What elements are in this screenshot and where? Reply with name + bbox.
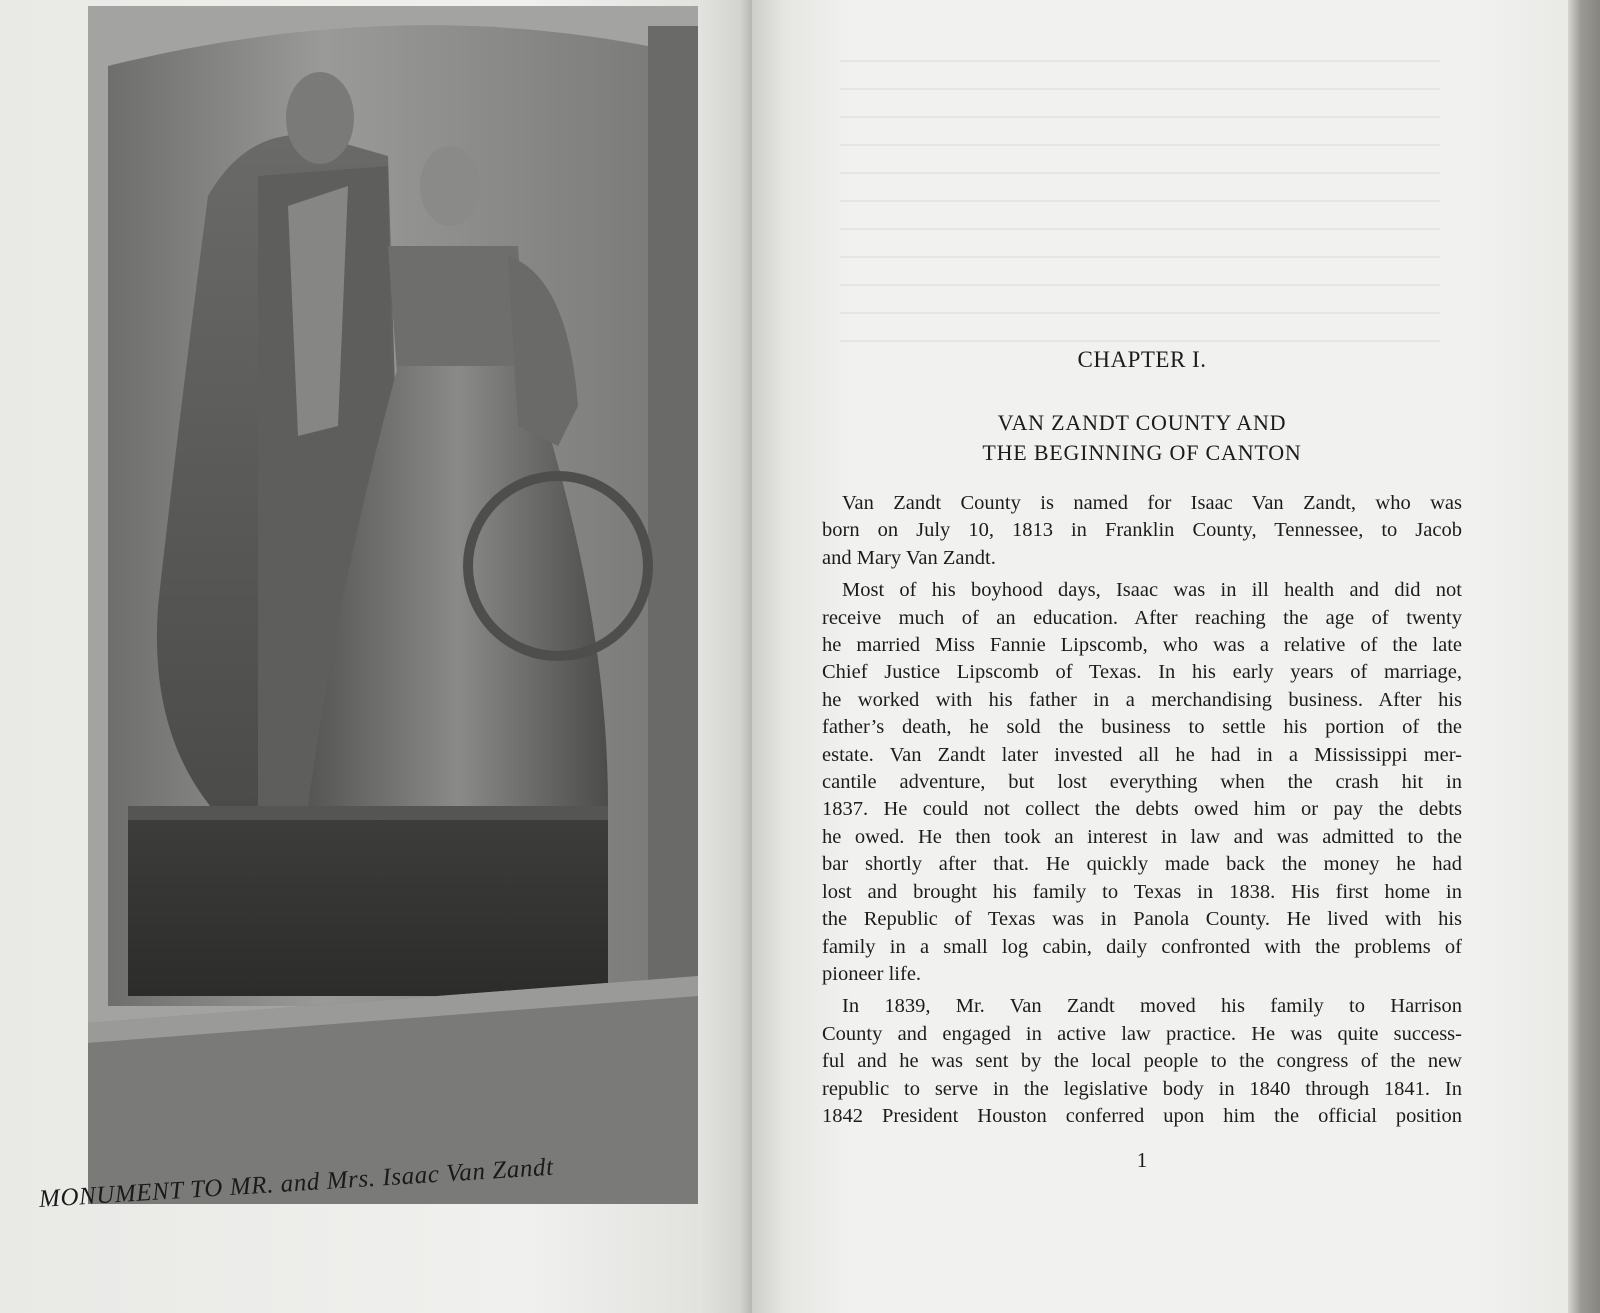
chapter-title (822, 408, 1462, 468)
text-line: the Republic of Texas was in Panola County. He lived with his (822, 908, 1462, 931)
text-line: republic to serve in the legislative body in 1840 through 1841. In (822, 1077, 1462, 1100)
left-page (0, 0, 752, 1313)
text-line: cantile adventure, but lost everything when the crash hit in (822, 771, 1462, 794)
text-line: he married Miss Fannie Lipscomb, who was a relative of the late (822, 634, 1462, 657)
chapter-heading: CHAPTER I. (1077, 347, 1207, 372)
text-line: he worked with his father in a merchandising business. After his (822, 688, 1462, 711)
chapter-title-line-2: THE BEGINNING OF CANTON (982, 440, 1302, 465)
page-edge (1568, 0, 1600, 1313)
text-line: 1842 President Houston conferred upon him the official position (822, 1104, 1462, 1127)
text-line: Most of his boyhood days, Isaac was in ill health and did not (842, 579, 1462, 602)
text-line: and Mary Van Zandt. (822, 546, 996, 569)
text-line: father’s death, he sold the business to settle his portion of the (822, 716, 1462, 739)
body-text (822, 490, 1462, 1130)
text-line: pioneer life. (822, 962, 922, 985)
text-line: he owed. He then took an interest in law and was admitted to the (822, 825, 1462, 848)
text-line: Van Zandt County is named for Isaac Van Zandt, who was (842, 492, 1462, 514)
photo-caption: MONUMENT TO MR. and Mrs. Isaac Van Zandt (38, 1153, 555, 1214)
chapter-title-line-1: VAN ZANDT COUNTY AND (997, 410, 1287, 435)
paragraph-2 (822, 577, 1462, 988)
text-line: estate. Van Zandt later invested all he had in a Mississippi mer- (822, 743, 1462, 766)
text-line: Chief Justice Lipscomb of Texas. In his early years of marriage, (822, 661, 1462, 684)
paragraph-3 (822, 993, 1462, 1130)
text-line: bar shortly after that. He quickly made back the money he had (822, 853, 1462, 876)
text-line: In 1839, Mr. Van Zandt moved his family to Harrison (842, 995, 1462, 1018)
paragraph-1 (822, 490, 1462, 572)
text-line: 1837. He could not collect the debts owed him or pay the debts (822, 798, 1462, 821)
text-line: ful and he was sent by the local people to the congress of the new (822, 1050, 1462, 1073)
monument-photo (88, 6, 698, 1204)
page-number: 1 (1136, 1148, 1148, 1172)
bleed-through-text (840, 60, 1440, 360)
text-line: receive much of an education. After reaching the age of twenty (822, 606, 1462, 629)
text-line: County and engaged in active law practice. He was quite success- (822, 1022, 1462, 1045)
text-line: lost and brought his family to Texas in 1838. His first home in (822, 880, 1462, 903)
text-line: born on July 10, 1813 in Franklin County, Tennessee, to Jacob (822, 519, 1462, 542)
text-line: family in a small log cabin, daily confronted with the problems of (822, 935, 1462, 958)
